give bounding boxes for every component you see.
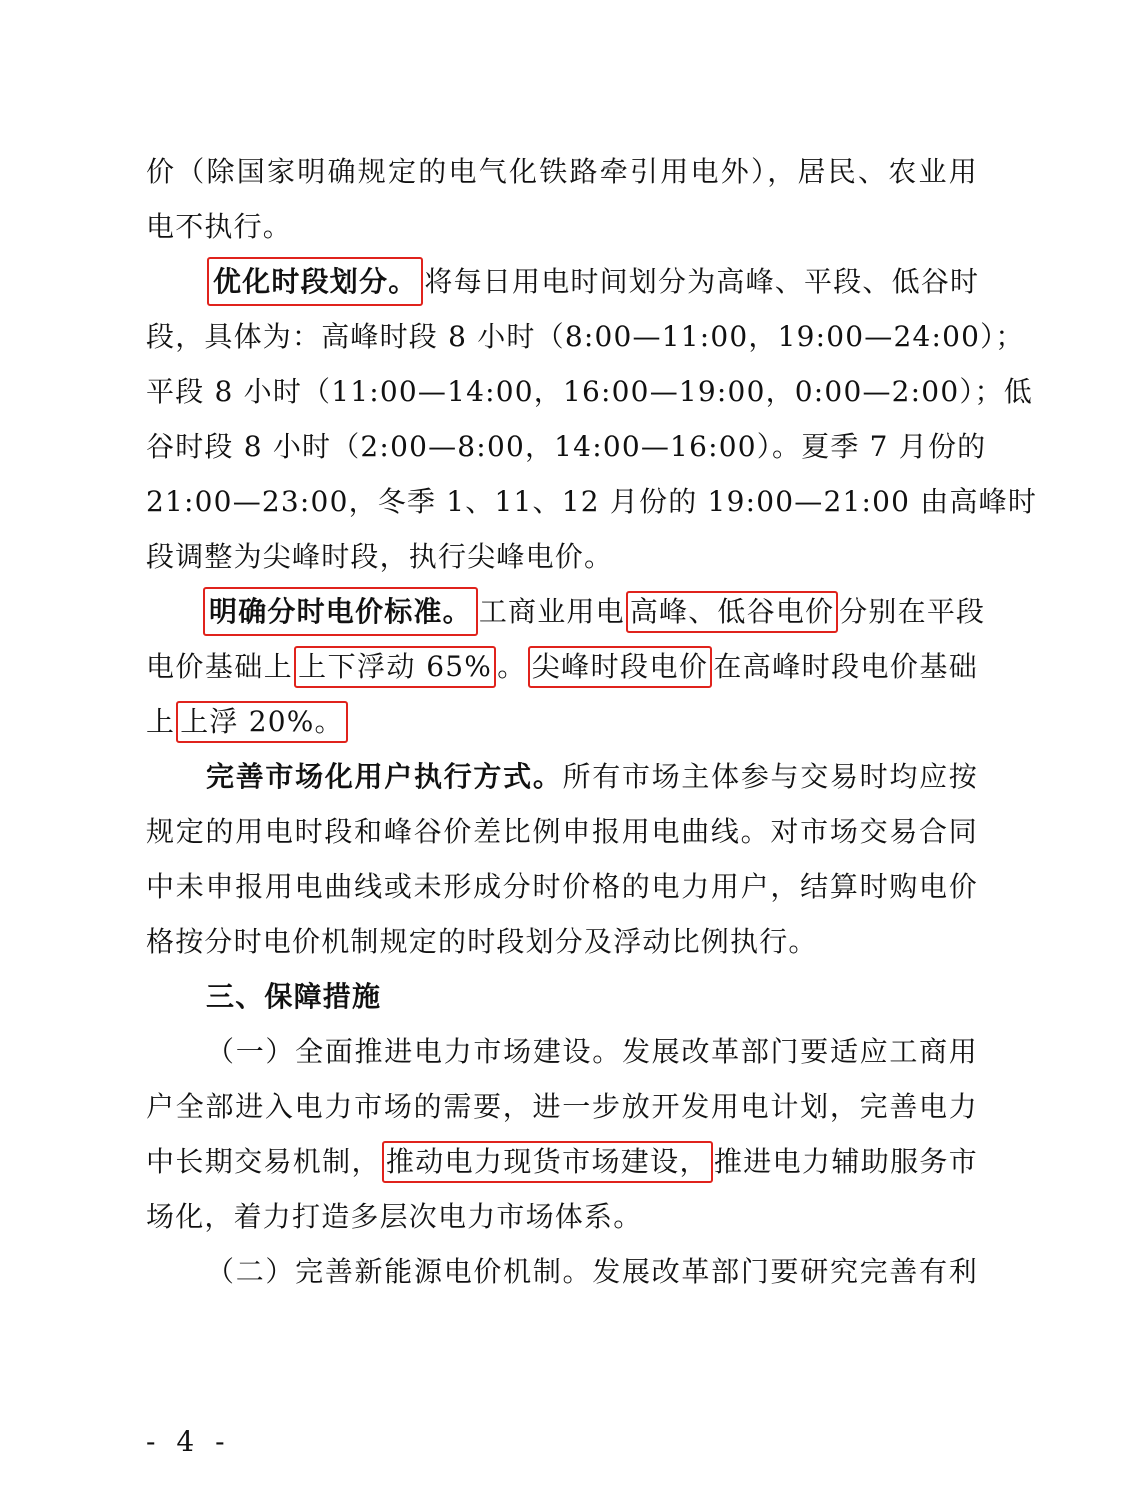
paragraph-6-line-1: （二）完善新能源电价机制。发展改革部门要研究完善有利 [206, 1255, 978, 1288]
paragraph-3-text-b: 分别在平段 [839, 595, 986, 628]
paragraph-2-line-6: 段调整为尖峰时段，执行尖峰电价。 [146, 540, 614, 573]
paragraph-4-line-1-text: 所有市场主体参与交易时均应按 [562, 760, 978, 793]
paragraph-3-text-d: 。 [497, 650, 527, 683]
paragraph-2-line-5: 21:00—23:00，冬季 1、11、12 月份的 19:00—21:00 由高峰时 [146, 485, 1038, 518]
highlight-box-sharp-peak-price: 尖峰时段电价 [528, 646, 713, 688]
highlight-box-spot-market: 推动电力现货市场建设， [382, 1141, 713, 1183]
paragraph-3-text-c: 电价基础上 [146, 650, 294, 683]
paragraph-4-line-1 [206, 757, 978, 797]
paragraph-5-line-3 [146, 1142, 978, 1182]
paragraph-5-line-2: 户全部进入电力市场的需要，进一步放开发用电计划，完善电力 [146, 1090, 978, 1123]
paragraph-3-text-f: 上 [146, 705, 176, 738]
highlight-box-optimize-periods: 优化时段划分。 [207, 257, 423, 306]
paragraph-4-line-2: 规定的用电时段和峰谷价差比例申报用电曲线。对市场交易合同 [146, 815, 978, 848]
paragraph-5-line-1: （一）全面推进电力市场建设。发展改革部门要适应工商用 [206, 1035, 978, 1068]
section-heading: 三、保障措施 [206, 980, 382, 1013]
highlight-box-price-standard: 明确分时电价标准。 [203, 587, 478, 636]
paragraph-1-line-2: 电不执行。 [146, 210, 293, 243]
paragraph-3-line-3 [146, 702, 978, 742]
paragraph-3-line-2 [146, 647, 978, 687]
paragraph-3-line-1 [202, 592, 986, 632]
paragraph-5-text-a: 中长期交易机制， [146, 1145, 381, 1178]
paragraph-2-line-1 [206, 262, 978, 302]
paragraph-3-text-e: 在高峰时段电价基础 [713, 650, 978, 683]
paragraph-3-text-a: 工商业用电 [478, 595, 625, 628]
paragraph-5-line-4: 场化，着力打造多层次电力市场体系。 [146, 1200, 643, 1233]
paragraph-5-text-b: 推进电力辅助服务市 [713, 1145, 978, 1178]
paragraph-4-title: 完善市场化用户执行方式。 [206, 760, 563, 793]
page-number: - 4 - [146, 1425, 231, 1458]
paragraph-4-line-4: 格按分时电价机制规定的时段划分及浮动比例执行。 [146, 925, 818, 958]
paragraph-2-line-1-text: 将每日用电时间划分为高峰、平段、低谷时 [424, 265, 980, 298]
paragraph-1-line-1: 价（除国家明确规定的电气化铁路牵引用电外），居民、农业用 [146, 155, 978, 188]
paragraph-2-line-3: 平段 8 小时（11:00—14:00，16:00—19:00，0:00—2:00）；低 [146, 375, 1033, 408]
paragraph-2-line-4: 谷时段 8 小时（2:00—8:00，14:00—16:00）。夏季 7 月份的 [146, 430, 987, 463]
highlight-box-peak-valley-price: 高峰、低谷电价 [626, 591, 838, 633]
highlight-box-float-65: 上下浮动 65% [294, 646, 496, 688]
highlight-box-float-20: 上浮 20%。 [176, 701, 348, 743]
paragraph-2-line-2: 段，具体为：高峰时段 8 小时（8:00—11:00，19:00—24:00）； [146, 320, 1025, 353]
paragraph-4-line-3: 中未申报用电曲线或未形成分时价格的电力用户，结算时购电价 [146, 870, 978, 903]
